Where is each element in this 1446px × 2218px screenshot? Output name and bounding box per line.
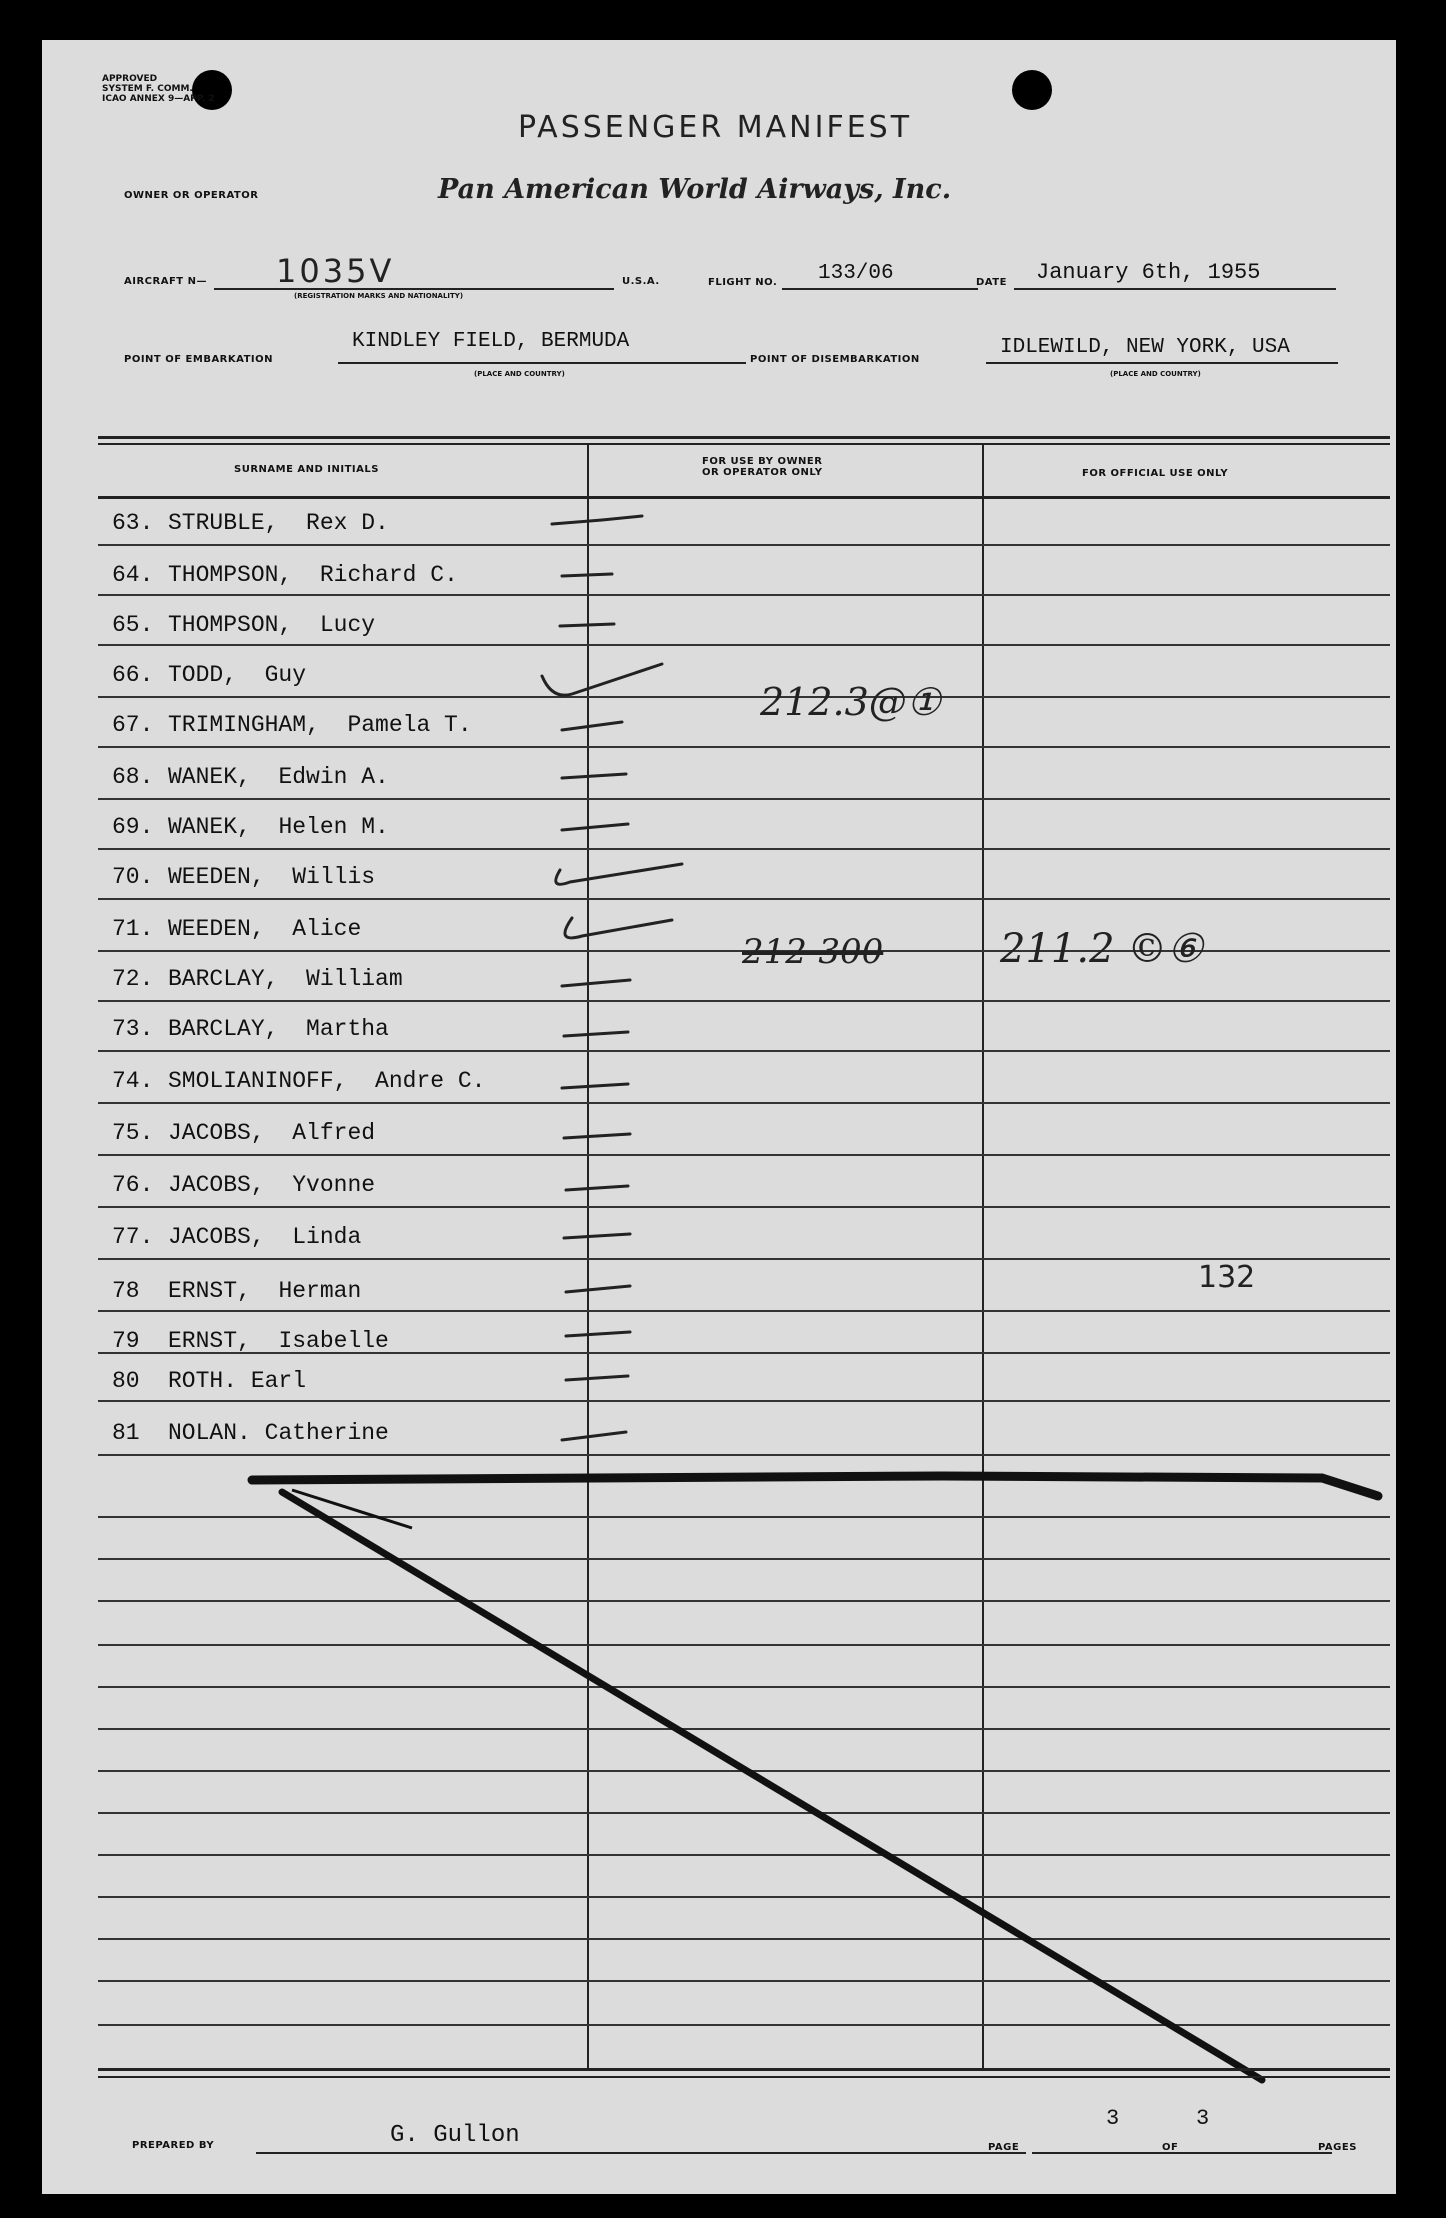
country: U.S.A. bbox=[622, 276, 660, 287]
tick-mark bbox=[562, 722, 622, 730]
passenger-surname: TRIMINGHAM, bbox=[168, 712, 320, 738]
passenger-given: Rex D. bbox=[306, 510, 389, 536]
passenger-surname: WANEK, bbox=[168, 814, 251, 840]
tick-mark bbox=[566, 1186, 628, 1190]
prepared-underline bbox=[256, 2152, 1026, 2154]
approval-line-1: APPROVED bbox=[102, 74, 158, 84]
approval-line-3: ICAO ANNEX 9—APP. 2 bbox=[102, 94, 215, 104]
aircraft-number: 1035V bbox=[276, 252, 395, 290]
passenger-surname: SMOLIANINOFF, bbox=[168, 1068, 348, 1094]
tick-mark bbox=[564, 1134, 630, 1138]
approval-line-2: SYSTEM F. COMM. bbox=[102, 84, 193, 94]
tick-mark bbox=[562, 574, 612, 576]
passenger-surname: THOMPSON, bbox=[168, 612, 293, 638]
passenger-given: Herman bbox=[278, 1278, 362, 1304]
passenger-number: 75. bbox=[112, 1120, 154, 1146]
disembark-label: POINT OF DISEMBARKATION bbox=[750, 354, 920, 365]
pen-marks bbox=[42, 40, 1396, 2194]
passenger-number: 68. bbox=[112, 764, 154, 790]
passenger-surname: TODD, bbox=[168, 662, 238, 688]
check-mark bbox=[542, 664, 662, 695]
passenger-surname: JACOBS, bbox=[168, 1224, 265, 1250]
form-title: PASSENGER MANIFEST bbox=[518, 110, 913, 145]
tick-mark bbox=[562, 774, 626, 778]
prepared-by-name: G. Gullon bbox=[390, 2122, 520, 2149]
pages-label: PAGES bbox=[1318, 2142, 1357, 2153]
table-bottom-rule bbox=[98, 2068, 1390, 2071]
owner-use-line-1: FOR USE BY OWNER bbox=[702, 456, 823, 467]
owner-label: OWNER OR OPERATOR bbox=[124, 190, 259, 201]
embark-point: KINDLEY FIELD, BERMUDA bbox=[352, 330, 630, 353]
passenger-surname: THOMPSON, bbox=[168, 562, 293, 588]
passenger-surname: JACOBS, bbox=[168, 1120, 265, 1146]
passenger-given: William bbox=[306, 966, 403, 992]
date-label: DATE bbox=[976, 277, 1007, 288]
passenger-given: Alice bbox=[292, 916, 362, 942]
check-mark bbox=[565, 918, 672, 938]
check-marks bbox=[542, 516, 682, 1440]
total-pages: 3 bbox=[1196, 2106, 1210, 2131]
passenger-given: Martha bbox=[306, 1016, 389, 1042]
tick-mark bbox=[562, 824, 628, 830]
tick-mark bbox=[560, 624, 614, 626]
passenger-surname: WANEK, bbox=[168, 764, 251, 790]
flight-number: 133/06 bbox=[818, 262, 894, 285]
manifest-sheet bbox=[42, 40, 1396, 2194]
passenger-given: Catherine bbox=[264, 1420, 389, 1446]
passenger-surname: WEEDEN, bbox=[168, 864, 265, 890]
passenger-number: 70. bbox=[112, 864, 154, 890]
passenger-given: Lucy bbox=[319, 612, 376, 638]
disembark-caption: (PLACE AND COUNTRY) bbox=[1110, 370, 1201, 378]
passenger-number: 69. bbox=[112, 814, 154, 840]
closing-line bbox=[252, 1476, 1378, 1496]
tick-mark bbox=[562, 980, 630, 986]
tick-mark bbox=[552, 516, 642, 524]
todd-annotation: 212.3@① bbox=[760, 680, 941, 724]
passenger-surname: ERNST, bbox=[168, 1328, 251, 1354]
registration-caption: (REGISTRATION MARKS AND NATIONALITY) bbox=[294, 292, 464, 300]
passenger-given: Linda bbox=[292, 1224, 362, 1250]
tick-mark bbox=[566, 1332, 630, 1336]
tick-mark bbox=[566, 1376, 628, 1380]
passenger-number: 71. bbox=[112, 916, 154, 942]
passenger-given: Isabelle bbox=[278, 1328, 389, 1354]
passenger-given: Earl bbox=[250, 1368, 307, 1394]
passenger-number: 63. bbox=[112, 510, 154, 536]
passenger-number: 80 bbox=[112, 1368, 140, 1394]
diagonal-cancel-line bbox=[282, 1492, 1262, 2080]
passenger-given: Alfred bbox=[292, 1120, 376, 1146]
passenger-number: 76. bbox=[112, 1172, 154, 1198]
column-header-official: FOR OFFICIAL USE ONLY bbox=[1082, 468, 1229, 479]
embark-label: POINT OF EMBARKATION bbox=[124, 354, 274, 365]
passenger-given: Edwin A. bbox=[278, 764, 389, 790]
passenger-number: 79 bbox=[112, 1328, 140, 1354]
passenger-number: 72. bbox=[112, 966, 154, 992]
passenger-number: 73. bbox=[112, 1016, 154, 1042]
tick-mark bbox=[564, 1234, 630, 1238]
page-number: 3 bbox=[1106, 2106, 1120, 2131]
weeden-struck-annotation: 212-300 bbox=[742, 932, 884, 972]
passenger-number: 64. bbox=[112, 562, 154, 588]
passenger-surname: BARCLAY, bbox=[168, 966, 279, 992]
tick-mark bbox=[562, 1084, 628, 1088]
passenger-given: Pamela T. bbox=[347, 712, 472, 738]
passenger-given: Richard C. bbox=[319, 562, 458, 588]
passenger-surname: WEEDEN, bbox=[168, 916, 265, 942]
tick-mark bbox=[564, 1032, 628, 1036]
passenger-number: 74. bbox=[112, 1068, 154, 1094]
passenger-given: Andre C. bbox=[375, 1068, 486, 1094]
embark-caption: (PLACE AND COUNTRY) bbox=[474, 370, 565, 378]
table-bottom-rule-2 bbox=[98, 2076, 1390, 2078]
passenger-given: Yvonne bbox=[292, 1172, 376, 1198]
passenger-number: 66. bbox=[112, 662, 154, 688]
aircraft-label: AIRCRAFT N— bbox=[124, 276, 207, 287]
passenger-surname: BARCLAY, bbox=[168, 1016, 279, 1042]
passenger-number: 67. bbox=[112, 712, 154, 738]
passenger-number: 78 bbox=[112, 1278, 140, 1304]
passenger-surname: ROTH. bbox=[168, 1368, 238, 1394]
passenger-surname: NOLAN. bbox=[168, 1420, 251, 1446]
passenger-number: 81 bbox=[112, 1420, 140, 1446]
passenger-given: Helen M. bbox=[278, 814, 389, 840]
passenger-surname: JACOBS, bbox=[168, 1172, 265, 1198]
passenger-number: 65. bbox=[112, 612, 154, 638]
flight-date: January 6th, 1955 bbox=[1036, 260, 1261, 285]
weeden-annotation: 211.2 ©⑥ bbox=[1000, 926, 1204, 972]
operator-name: Pan American World Airways, Inc. bbox=[438, 174, 952, 205]
disembark-point: IDLEWILD, NEW YORK, USA bbox=[1000, 336, 1290, 359]
of-label: OF bbox=[1162, 2142, 1179, 2153]
owner-use-line-2: OR OPERATOR ONLY bbox=[702, 467, 823, 478]
passenger-number: 77. bbox=[112, 1224, 154, 1250]
check-mark bbox=[556, 864, 682, 884]
flight-label: FLIGHT NO. bbox=[708, 277, 778, 288]
passenger-given: Willis bbox=[292, 864, 376, 890]
column-header-surname: SURNAME AND INITIALS bbox=[234, 464, 379, 475]
passenger-surname: STRUBLE, bbox=[168, 510, 279, 536]
ernst-count: 132 bbox=[1198, 1260, 1256, 1295]
passenger-given: Guy bbox=[264, 662, 307, 688]
tick-mark bbox=[566, 1286, 630, 1292]
passenger-surname: ERNST, bbox=[168, 1278, 251, 1304]
pages-underline bbox=[1192, 2152, 1332, 2154]
tick-mark bbox=[562, 1432, 626, 1440]
page-label: PAGE bbox=[988, 2142, 1020, 2153]
prepared-by-label: PREPARED BY bbox=[132, 2140, 215, 2151]
